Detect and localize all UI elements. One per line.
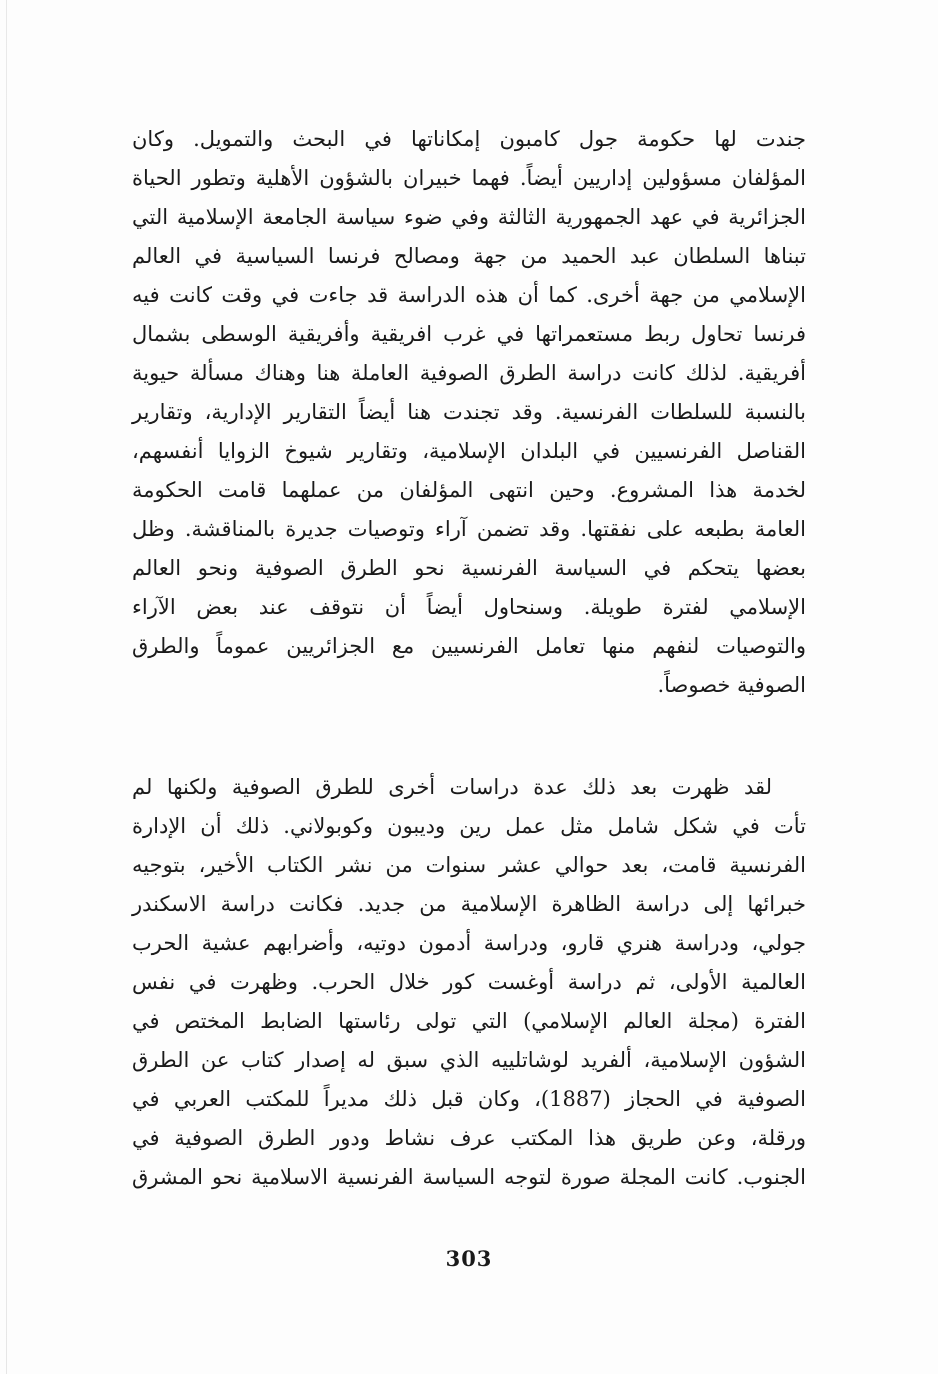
text-line: لخدمة هذا المشروع. وحين انتهى المؤلفان من عملهما قامت الحكومة [132, 478, 806, 502]
text-line: العامة بطبعه على نفقتها. وقد تضمن آراء وتوصيات جديرة بالمناقشة. وظل [132, 517, 806, 541]
text-line: جندت لها حكومة جول كامبون إمكاناتها في البحث والتمويل. وكان [132, 127, 806, 151]
text-line: الفترة (مجلة العالم الإسلامي) التي تولى رئاستها الضابط المختص في [132, 1009, 806, 1033]
text-line: ورقلة، وعن طريق هذا المكتب عرف نشاط ودور الطرق الصوفية في [132, 1126, 806, 1150]
text-line: العالمية الأولى، ثم دراسة أوغست كور خلال الحرب. وظهرت في نفس [132, 970, 806, 994]
text-line: الإسلامي لفترة طويلة. وسنحاول أيضاً أن نتوقف عند بعض الآراء [132, 595, 806, 619]
text-line: الصوفية في الحجاز (1887)، وكان قبل ذلك مديراً للمكتب العربي في [132, 1087, 806, 1111]
scan-edge-line [6, 0, 7, 1374]
paragraph-2 [132, 768, 806, 1197]
text-line: الصوفية خصوصاً. [657, 673, 806, 697]
text-line: فرنسا تحاول ربط مستعمراتها في غرب افريقية وأفريقية الوسطى بشمال [132, 322, 806, 346]
text-line: لقد ظهرت بعد ذلك عدة دراسات أخرى للطرق الصوفية ولكنها لم [132, 775, 772, 799]
paragraph-1 [132, 120, 806, 705]
text-line: والتوصيات لنفهم منها تعامل الفرنسيين مع الجزائريين عموماً والطرق [132, 634, 806, 658]
page-number: 303 [445, 1246, 493, 1271]
text-line: الجزائرية في عهد الجمهورية الثالثة وفي ضوء سياسة الجامعة الإسلامية التي [132, 205, 806, 229]
text-line: الجنوب. كانت المجلة صورة لتوجه السياسة الفرنسية الاسلامية نحو المشرق [132, 1165, 806, 1189]
text-line: تأت في شكل شامل مثل عمل رين وديبون وكوبولاني. ذلك أن الإدارة [132, 814, 806, 838]
text-line: المؤلفان مسؤولين إداريين أيضاً. فهما خبيران بالشؤون الأهلية وتطور الحياة [132, 166, 806, 190]
text-line: أفريقية. لذلك كانت دراسة الطرق الصوفية العاملة هنا وهناك مسألة حيوية [132, 361, 806, 385]
text-line: الشؤون الإسلامية، ألفريد لوشاتلييه الذي سبق له إصدار كتاب عن الطرق [132, 1048, 806, 1072]
text-line: الفرنسية قامت، بعد حوالي عشر سنوات من نشر الكتاب الأخير، بتوجيه [132, 853, 806, 877]
text-line: الإسلامي من جهة أخرى. كما أن هذه الدراسة قد جاءت في وقت كانت فيه [132, 283, 806, 307]
text-line: بعضها يتحكم في السياسة الفرنسية نحو الطرق الصوفية ونحو العالم [132, 556, 806, 580]
text-line: جولي، ودراسة هنري قارو، ودراسة أدمون دوتيه، وأضرابهم عشية الحرب [132, 931, 806, 955]
text-line: بالنسبة للسلطات الفرنسية. وقد تجندت هنا أيضاً التقارير الإدارية، وتقارير [132, 400, 806, 424]
text-line: القناصل الفرنسيين في البلدان الإسلامية، وتقارير شيوخ الزوايا أنفسهم، [132, 439, 806, 463]
text-line: تبناها السلطان عبد الحميد من جهة ومصالح فرنسا السياسية في العالم [132, 244, 806, 268]
text-line: خبرائها إلى دراسة الظاهرة الإسلامية من جديد. فكانت دراسة الاسكندر [132, 892, 806, 916]
